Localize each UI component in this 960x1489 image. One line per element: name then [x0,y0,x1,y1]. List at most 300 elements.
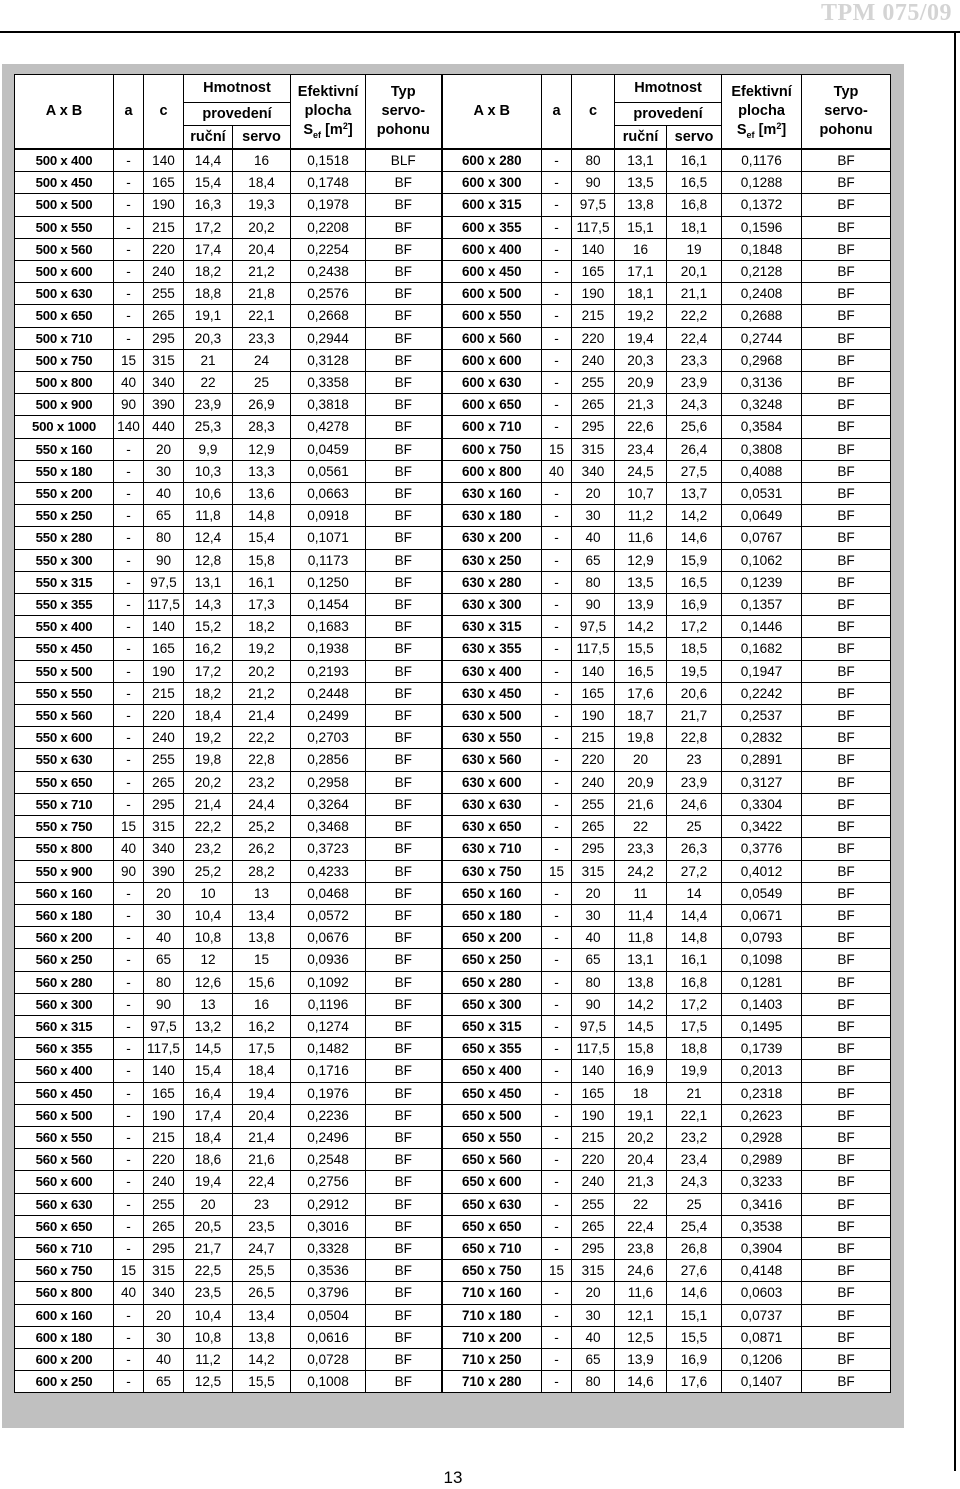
cell-weight-servo: 21,6 [233,1149,291,1171]
cell-size: 550 x 200 [15,483,114,505]
cell-actuator-type-right: BF [802,1215,891,1237]
cell-c-right: 255 [572,1193,615,1215]
cell-weight-manual: 18,6 [184,1149,233,1171]
cell-size-right: 650 x 300 [442,993,542,1015]
cell-effective-area-right: 0,2408 [722,283,802,305]
cell-c-right: 65 [572,549,615,571]
cell-actuator-type: BF [366,1060,442,1082]
table-row [15,327,891,349]
cell-effective-area: 0,1173 [291,549,366,571]
cell-size: 550 x 250 [15,505,114,527]
cell-weight-manual-right: 20,3 [615,349,667,371]
cell-weight-manual-right: 18 [615,1082,667,1104]
cell-c: 20 [144,438,184,460]
cell-weight-servo: 15,5 [233,1371,291,1393]
cell-a-right: 15 [542,438,572,460]
cell-effective-area-right: 0,2623 [722,1104,802,1126]
cell-effective-area: 0,2756 [291,1171,366,1193]
table-row [15,993,891,1015]
cell-a-right: - [542,349,572,371]
cell-effective-area-right: 0,1848 [722,238,802,260]
cell-c: 340 [144,372,184,394]
cell-size-right: 630 x 750 [442,860,542,882]
cell-actuator-type: BF [366,860,442,882]
cell-weight-manual-right: 13,5 [615,172,667,194]
cell-a-right: - [542,305,572,327]
cell-effective-area-right: 0,0871 [722,1326,802,1348]
cell-actuator-type: BLF [366,149,442,172]
cell-effective-area: 0,0561 [291,460,366,482]
cell-a: - [114,993,144,1015]
cell-size: 560 x 710 [15,1237,114,1259]
cell-effective-area-right: 0,3808 [722,438,802,460]
cell-effective-area-right: 0,3776 [722,838,802,860]
cell-actuator-type-right: BF [802,571,891,593]
cell-effective-area: 0,1482 [291,1038,366,1060]
cell-c-right: 140 [572,660,615,682]
cell-a-right: 15 [542,1260,572,1282]
cell-actuator-type: BF [366,993,442,1015]
cell-a-right: - [542,727,572,749]
cell-actuator-type: BF [366,1149,442,1171]
cell-effective-area-right: 0,3127 [722,771,802,793]
cell-weight-servo-right: 26,3 [667,838,722,860]
cell-effective-area: 0,1008 [291,1371,366,1393]
col-header-type-right [802,75,891,150]
cell-actuator-type-right: BF [802,1171,891,1193]
cell-size-right: 630 x 280 [442,571,542,593]
cell-weight-manual-right: 24,6 [615,1260,667,1282]
cell-effective-area-right: 0,0531 [722,483,802,505]
cell-weight-servo: 18,4 [233,1060,291,1082]
cell-size: 550 x 710 [15,793,114,815]
cell-effective-area-right: 0,3248 [722,394,802,416]
cell-actuator-type: BF [366,327,442,349]
cell-c: 240 [144,261,184,283]
cell-effective-area-right: 0,1281 [722,971,802,993]
cell-actuator-type-right: BF [802,305,891,327]
cell-c: 90 [144,993,184,1015]
cell-c-right: 30 [572,1304,615,1326]
cell-a: - [114,727,144,749]
cell-a: - [114,793,144,815]
cell-size: 500 x 750 [15,349,114,371]
cell-size-right: 650 x 560 [442,1149,542,1171]
cell-weight-manual: 12,8 [184,549,233,571]
cell-actuator-type-right: BF [802,882,891,904]
cell-a: 40 [114,838,144,860]
col-header-ab: A x B [15,75,114,150]
col-header-version: provedení [184,103,291,126]
cell-weight-servo-right: 18,8 [667,1038,722,1060]
cell-c-right: 315 [572,860,615,882]
cell-a: - [114,549,144,571]
cell-actuator-type-right: BF [802,1015,891,1037]
cell-effective-area: 0,2254 [291,238,366,260]
cell-actuator-type: BF [366,549,442,571]
cell-effective-area-right: 0,2891 [722,749,802,771]
cell-c: 40 [144,927,184,949]
cell-size: 560 x 450 [15,1082,114,1104]
cell-weight-servo: 21,4 [233,1126,291,1148]
cell-size: 560 x 315 [15,1015,114,1037]
cell-actuator-type-right: BF [802,705,891,727]
cell-size-right: 650 x 600 [442,1171,542,1193]
cell-actuator-type: BF [366,1193,442,1215]
cell-weight-manual-right: 20,2 [615,1126,667,1148]
cell-a: - [114,1015,144,1037]
cell-a-right: - [542,327,572,349]
cell-weight-servo-right: 19,5 [667,660,722,682]
cell-a-right: - [542,149,572,172]
cell-weight-manual: 13 [184,993,233,1015]
cell-weight-servo: 13,4 [233,1304,291,1326]
cell-effective-area: 0,2499 [291,705,366,727]
cell-a-right: - [542,793,572,815]
cell-weight-manual-right: 19,2 [615,305,667,327]
cell-a: - [114,705,144,727]
cell-a: - [114,216,144,238]
cell-c: 65 [144,1371,184,1393]
cell-weight-manual-right: 11,6 [615,527,667,549]
cell-c-right: 117,5 [572,216,615,238]
cell-actuator-type: BF [366,1371,442,1393]
cell-weight-manual-right: 22 [615,816,667,838]
cell-effective-area-right: 0,1062 [722,549,802,571]
cell-c: 97,5 [144,1015,184,1037]
cell-a-right: - [542,194,572,216]
table-row [15,571,891,593]
cell-weight-manual-right: 12,9 [615,549,667,571]
table-row [15,216,891,238]
cell-effective-area: 0,2208 [291,216,366,238]
cell-c: 80 [144,971,184,993]
cell-actuator-type-right: BF [802,971,891,993]
cell-effective-area-right: 0,1288 [722,172,802,194]
cell-a: - [114,261,144,283]
cell-c-right: 20 [572,882,615,904]
table-row [15,549,891,571]
cell-c: 190 [144,194,184,216]
cell-a-right: - [542,749,572,771]
cell-c-right: 40 [572,927,615,949]
cell-c-right: 40 [572,1326,615,1348]
cell-effective-area-right: 0,2013 [722,1060,802,1082]
cell-size-right: 630 x 400 [442,660,542,682]
col-header-a-right: a [542,75,572,150]
cell-a: - [114,438,144,460]
cell-c-right: 30 [572,505,615,527]
cell-actuator-type: BF [366,838,442,860]
cell-weight-manual: 17,4 [184,1104,233,1126]
cell-c: 90 [144,549,184,571]
cell-a-right: - [542,1126,572,1148]
cell-weight-servo-right: 22,2 [667,305,722,327]
cell-actuator-type: BF [366,305,442,327]
cell-effective-area-right: 0,2989 [722,1149,802,1171]
cell-effective-area: 0,1976 [291,1082,366,1104]
cell-weight-servo-right: 24,6 [667,793,722,815]
cell-actuator-type-right: BF [802,172,891,194]
cell-a-right: - [542,949,572,971]
cell-size-right: 650 x 710 [442,1237,542,1259]
cell-a: - [114,1038,144,1060]
cell-a-right: - [542,1149,572,1171]
cell-size-right: 650 x 500 [442,1104,542,1126]
cell-weight-servo-right: 21,1 [667,283,722,305]
area-subscript-right: ef [746,129,755,140]
cell-weight-manual: 12,5 [184,1371,233,1393]
cell-weight-manual-right: 18,7 [615,705,667,727]
cell-size-right: 600 x 355 [442,216,542,238]
area-line2-right: plocha [738,103,785,119]
cell-a: - [114,527,144,549]
table-row [15,771,891,793]
cell-c: 265 [144,771,184,793]
cell-actuator-type: BF [366,261,442,283]
cell-a-right: - [542,416,572,438]
cell-size-right: 630 x 650 [442,816,542,838]
cell-weight-manual-right: 12,1 [615,1304,667,1326]
cell-a-right: - [542,261,572,283]
cell-c: 117,5 [144,1038,184,1060]
cell-a-right: - [542,283,572,305]
cell-c: 240 [144,1171,184,1193]
cell-effective-area-right: 0,1596 [722,216,802,238]
cell-weight-servo: 13,8 [233,927,291,949]
cell-effective-area: 0,2496 [291,1126,366,1148]
cell-effective-area: 0,1092 [291,971,366,993]
cell-c: 165 [144,1082,184,1104]
cell-effective-area: 0,1716 [291,1060,366,1082]
cell-actuator-type-right: BF [802,927,891,949]
cell-effective-area: 0,2958 [291,771,366,793]
cell-size: 500 x 900 [15,394,114,416]
table-row [15,638,891,660]
cell-c-right: 220 [572,749,615,771]
cell-c-right: 220 [572,327,615,349]
table-row [15,1149,891,1171]
cell-size-right: 630 x 355 [442,638,542,660]
cell-weight-servo: 23,3 [233,327,291,349]
cell-c-right: 240 [572,349,615,371]
cell-weight-servo: 24,4 [233,793,291,815]
cell-weight-manual: 10,6 [184,483,233,505]
cell-weight-servo: 16,1 [233,571,291,593]
cell-weight-manual-right: 24,5 [615,460,667,482]
cell-a-right: - [542,705,572,727]
cell-c-right: 265 [572,394,615,416]
cell-c-right: 97,5 [572,616,615,638]
cell-weight-servo: 19,3 [233,194,291,216]
cell-weight-servo: 28,3 [233,416,291,438]
cell-effective-area: 0,0663 [291,483,366,505]
cell-weight-servo: 25,5 [233,1260,291,1282]
cell-c: 220 [144,1149,184,1171]
cell-c-right: 220 [572,1149,615,1171]
cell-weight-servo: 25 [233,372,291,394]
cell-size: 500 x 600 [15,261,114,283]
table-row [15,1038,891,1060]
cell-c: 80 [144,527,184,549]
cell-c: 190 [144,660,184,682]
cell-size: 500 x 650 [15,305,114,327]
cell-a-right: - [542,216,572,238]
cell-weight-servo-right: 24,3 [667,394,722,416]
cell-a: - [114,682,144,704]
cell-actuator-type-right: BF [802,1193,891,1215]
table-row [15,1348,891,1370]
cell-actuator-type: BF [366,416,442,438]
cell-weight-servo-right: 22,1 [667,1104,722,1126]
cell-c-right: 295 [572,1237,615,1259]
cell-c-right: 20 [572,483,615,505]
table-row [15,616,891,638]
cell-weight-servo-right: 14,6 [667,527,722,549]
cell-effective-area-right: 0,2968 [722,349,802,371]
cell-c: 165 [144,172,184,194]
cell-size-right: 630 x 600 [442,771,542,793]
cell-effective-area-right: 0,1372 [722,194,802,216]
cell-effective-area-right: 0,0649 [722,505,802,527]
cell-c-right: 20 [572,1282,615,1304]
cell-size-right: 630 x 250 [442,549,542,571]
cell-weight-servo: 26,9 [233,394,291,416]
cell-c: 97,5 [144,571,184,593]
cell-a: 15 [114,816,144,838]
cell-actuator-type: BF [366,394,442,416]
cell-effective-area: 0,1518 [291,149,366,172]
cell-weight-servo: 18,4 [233,172,291,194]
cell-size: 550 x 630 [15,749,114,771]
cell-size-right: 600 x 650 [442,394,542,416]
table-row [15,238,891,260]
cell-weight-manual: 10,8 [184,1326,233,1348]
cell-weight-servo-right: 25 [667,816,722,838]
cell-size: 500 x 500 [15,194,114,216]
cell-a: - [114,327,144,349]
area-unit-open-right: [m [758,122,777,138]
cell-a-right: - [542,1193,572,1215]
cell-a: - [114,882,144,904]
cell-size: 560 x 300 [15,993,114,1015]
cell-c-right: 240 [572,771,615,793]
cell-weight-servo-right: 24,3 [667,1171,722,1193]
cell-weight-servo: 21,8 [233,283,291,305]
cell-weight-servo-right: 20,1 [667,261,722,283]
table-row [15,1215,891,1237]
cell-size: 550 x 280 [15,527,114,549]
cell-a: - [114,1082,144,1104]
cell-effective-area: 0,0728 [291,1348,366,1370]
cell-a-right: - [542,882,572,904]
cell-weight-manual: 18,2 [184,682,233,704]
cell-actuator-type: BF [366,1015,442,1037]
table-row [15,394,891,416]
cell-a-right: - [542,904,572,926]
cell-c-right: 255 [572,372,615,394]
cell-size-right: 650 x 400 [442,1060,542,1082]
cell-size: 500 x 710 [15,327,114,349]
cell-weight-servo: 22,8 [233,749,291,771]
cell-size: 500 x 550 [15,216,114,238]
cell-a-right: - [542,1015,572,1037]
cell-size: 560 x 600 [15,1171,114,1193]
table-row [15,527,891,549]
cell-c: 255 [144,283,184,305]
cell-c-right: 80 [572,1371,615,1393]
cell-actuator-type-right: BF [802,993,891,1015]
cell-weight-manual: 12,6 [184,971,233,993]
cell-actuator-type-right: BF [802,460,891,482]
cell-c: 40 [144,483,184,505]
cell-actuator-type-right: BF [802,349,891,371]
cell-weight-manual: 22,5 [184,1260,233,1282]
top-rule [0,31,960,33]
cell-c-right: 80 [572,971,615,993]
cell-c-right: 90 [572,594,615,616]
cell-weight-manual: 19,8 [184,749,233,771]
cell-c-right: 295 [572,416,615,438]
cell-size: 550 x 500 [15,660,114,682]
cell-weight-manual: 21 [184,349,233,371]
cell-effective-area: 0,0676 [291,927,366,949]
cell-a: - [114,771,144,793]
cell-weight-servo: 18,2 [233,616,291,638]
cell-a: - [114,1371,144,1393]
cell-weight-manual-right: 15,1 [615,216,667,238]
table-row [15,349,891,371]
cell-size-right: 600 x 280 [442,149,542,172]
cell-size-right: 650 x 750 [442,1260,542,1282]
cell-actuator-type: BF [366,638,442,660]
cell-effective-area-right: 0,3584 [722,416,802,438]
cell-actuator-type-right: BF [802,372,891,394]
col-header-area-right [722,75,802,150]
cell-c: 190 [144,1104,184,1126]
cell-weight-servo: 17,3 [233,594,291,616]
cell-weight-manual-right: 13,5 [615,571,667,593]
cell-effective-area-right: 0,2242 [722,682,802,704]
cell-a-right: - [542,1104,572,1126]
cell-a: - [114,1126,144,1148]
cell-c-right: 265 [572,1215,615,1237]
cell-c-right: 65 [572,949,615,971]
table-row [15,483,891,505]
cell-actuator-type: BF [366,616,442,638]
cell-a-right: - [542,238,572,260]
cell-effective-area: 0,1683 [291,616,366,638]
cell-weight-manual: 10 [184,882,233,904]
cell-weight-servo-right: 21 [667,1082,722,1104]
cell-actuator-type-right: BF [802,904,891,926]
cell-actuator-type-right: BF [802,682,891,704]
cell-size: 550 x 400 [15,616,114,638]
cell-actuator-type-right: BF [802,638,891,660]
cell-actuator-type-right: BF [802,1126,891,1148]
cell-a: - [114,927,144,949]
cell-weight-manual-right: 11,6 [615,1282,667,1304]
cell-a: - [114,283,144,305]
cell-c: 390 [144,394,184,416]
cell-c-right: 295 [572,838,615,860]
cell-effective-area-right: 0,3304 [722,793,802,815]
cell-actuator-type-right: BF [802,1282,891,1304]
cell-weight-servo-right: 16,5 [667,571,722,593]
cell-effective-area-right: 0,3416 [722,1193,802,1215]
cell-actuator-type: BF [366,1171,442,1193]
cell-size-right: 710 x 180 [442,1304,542,1326]
